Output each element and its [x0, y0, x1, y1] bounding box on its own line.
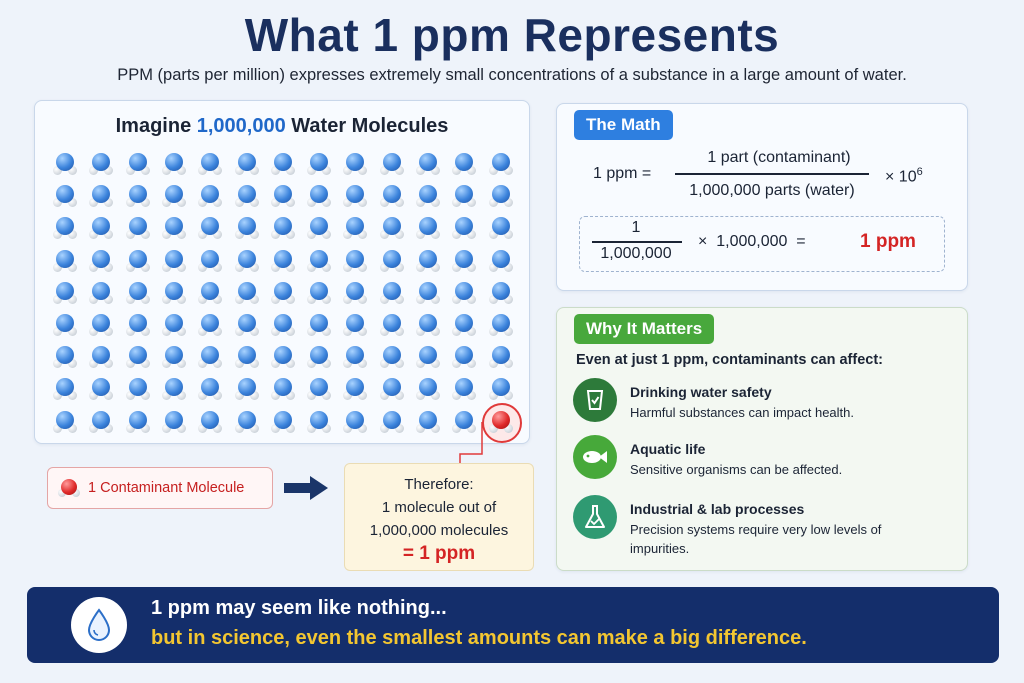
matters-item-desc-3: Precision systems require very low levels of impurities. [630, 522, 882, 556]
matters-panel [556, 307, 968, 571]
water-molecule [234, 183, 260, 209]
matters-item-title-3: Industrial & lab processes [630, 501, 805, 517]
therefore-line-2: 1,000,000 molecules [369, 522, 509, 539]
water-molecule [234, 248, 260, 274]
water-molecule [52, 376, 78, 402]
therefore-label: Therefore: [404, 476, 474, 493]
water-molecule [342, 280, 368, 306]
water-molecule [488, 151, 514, 177]
banner-line-2: but in science, even the smallest amounts can make a big difference. [151, 627, 807, 649]
water-molecule [52, 344, 78, 370]
water-molecule [379, 183, 405, 209]
eq1-fraction-bar [675, 173, 869, 175]
water-molecule [488, 215, 514, 241]
water-molecule [379, 151, 405, 177]
matters-item-desc-1: Harmful substances can impact health. [630, 405, 854, 420]
water-molecule [161, 312, 187, 338]
arrow-right-icon [284, 474, 330, 502]
water-molecule [306, 376, 332, 402]
water-molecule [488, 312, 514, 338]
water-molecule [451, 248, 477, 274]
water-molecule [52, 183, 78, 209]
water-molecule [379, 409, 405, 435]
water-molecule [342, 183, 368, 209]
math-tag: The Math [574, 110, 673, 140]
page-subtitle: PPM (parts per million) expresses extremely small concentrations of a substance in a large amount of water. [117, 66, 907, 84]
page-title: What 1 ppm Represents [244, 9, 780, 61]
water-molecule [342, 215, 368, 241]
water-molecule [88, 312, 114, 338]
water-molecule [379, 312, 405, 338]
water-molecule [306, 215, 332, 241]
eq2-numerator: 1 [631, 219, 641, 236]
water-molecule [415, 183, 441, 209]
water-molecule [342, 312, 368, 338]
water-molecule [125, 215, 151, 241]
water-molecule [379, 248, 405, 274]
grid-heading-prefix: Imagine [115, 115, 197, 137]
water-molecule [270, 151, 296, 177]
water-molecule [197, 376, 223, 402]
water-molecule [488, 280, 514, 306]
water-molecule [415, 312, 441, 338]
water-molecule [379, 376, 405, 402]
water-molecule [52, 248, 78, 274]
grid-heading-suffix: Water Molecules [285, 115, 449, 137]
contaminant-molecule-icon [58, 479, 80, 497]
water-molecule [342, 409, 368, 435]
water-molecule [125, 151, 151, 177]
water-molecule [88, 151, 114, 177]
water-molecule [306, 248, 332, 274]
water-molecule [197, 409, 223, 435]
water-molecule [234, 151, 260, 177]
contaminant-legend-label: 1 Contaminant Molecule [88, 480, 245, 496]
eq1-multiplier [885, 166, 923, 186]
water-molecule [52, 151, 78, 177]
water-molecule [88, 344, 114, 370]
water-molecule [197, 280, 223, 306]
water-molecule [161, 215, 187, 241]
water-molecule [270, 183, 296, 209]
water-molecule [306, 344, 332, 370]
water-molecule [161, 280, 187, 306]
water-molecule [234, 215, 260, 241]
eq2-fraction-bar [592, 241, 682, 243]
eq2-denominator: 1,000,000 [600, 245, 672, 262]
water-molecule [197, 151, 223, 177]
water-molecule [197, 312, 223, 338]
water-molecule [306, 409, 332, 435]
eq2-times: × 1,000,000 = [698, 233, 806, 250]
water-molecule [125, 409, 151, 435]
matters-item-title-1: Drinking water safety [630, 384, 772, 400]
matters-item-title-2: Aquatic life [630, 441, 706, 457]
matters-intro: Even at just 1 ppm, contaminants can affect: [576, 352, 883, 368]
eq2-result: 1 ppm [860, 231, 916, 252]
bottom-banner [27, 587, 999, 663]
water-molecule [270, 376, 296, 402]
grid-heading-number: 1,000,000 [196, 115, 286, 137]
drinking-glass-icon [573, 378, 617, 422]
water-molecule [379, 215, 405, 241]
water-molecule [451, 215, 477, 241]
water-molecule [88, 409, 114, 435]
water-molecule [234, 409, 260, 435]
water-molecule [342, 344, 368, 370]
fish-icon [573, 435, 617, 479]
contaminant-molecule [488, 409, 514, 435]
water-molecule [197, 248, 223, 274]
water-molecule [415, 376, 441, 402]
water-molecule [415, 151, 441, 177]
water-molecule [125, 344, 151, 370]
water-molecule [88, 215, 114, 241]
water-molecule [342, 151, 368, 177]
water-molecule [270, 409, 296, 435]
lab-flask-icon [573, 495, 617, 539]
eq2-box [579, 216, 945, 272]
water-molecule [234, 280, 260, 306]
water-molecule [197, 344, 223, 370]
water-molecule [161, 344, 187, 370]
water-molecule [306, 183, 332, 209]
eq1-lhs: 1 ppm = [593, 165, 652, 182]
water-molecule [270, 280, 296, 306]
contaminant-legend [47, 467, 273, 509]
eq1-exponent: 6 [916, 166, 923, 178]
water-molecule [451, 151, 477, 177]
water-molecule [379, 280, 405, 306]
water-molecule [52, 280, 78, 306]
water-molecule [88, 280, 114, 306]
water-molecule [88, 183, 114, 209]
water-molecule [415, 280, 441, 306]
water-molecule [270, 312, 296, 338]
math-panel [556, 103, 968, 291]
water-molecule [488, 248, 514, 274]
water-molecule [234, 312, 260, 338]
matters-tag: Why It Matters [574, 314, 714, 344]
water-molecule [161, 409, 187, 435]
water-molecule [451, 183, 477, 209]
water-molecule [306, 151, 332, 177]
water-molecule [270, 344, 296, 370]
water-molecule [488, 183, 514, 209]
water-molecule [415, 248, 441, 274]
therefore-box [344, 463, 534, 571]
water-molecule [415, 344, 441, 370]
water-molecule [52, 312, 78, 338]
water-drop-icon [71, 597, 127, 653]
therefore-line-1: 1 molecule out of [381, 499, 497, 516]
water-molecule [125, 248, 151, 274]
water-molecule [125, 312, 151, 338]
banner-line-1: 1 ppm may seem like nothing... [151, 597, 447, 619]
water-molecule [306, 280, 332, 306]
water-molecule [161, 376, 187, 402]
eq1-denominator: 1,000,000 parts (water) [689, 182, 855, 199]
water-molecule [379, 344, 405, 370]
water-molecule [161, 151, 187, 177]
water-molecule [451, 376, 477, 402]
water-molecule [88, 248, 114, 274]
water-molecule [488, 344, 514, 370]
water-molecule [415, 409, 441, 435]
water-molecule [488, 376, 514, 402]
water-molecule [451, 280, 477, 306]
water-molecule [125, 183, 151, 209]
water-molecule [88, 376, 114, 402]
eq1-numerator: 1 part (contaminant) [707, 149, 851, 166]
molecule-panel [34, 100, 530, 444]
molecule-grid [35, 101, 531, 445]
water-molecule [125, 280, 151, 306]
water-molecule [197, 215, 223, 241]
water-molecule [451, 312, 477, 338]
therefore-result: = 1 ppm [402, 543, 476, 564]
matters-item-desc-2: Sensitive organisms can be affected. [630, 462, 843, 477]
water-molecule [415, 215, 441, 241]
water-molecule [451, 344, 477, 370]
water-molecule [161, 183, 187, 209]
eq1-times: × 10 [885, 168, 917, 186]
water-molecule [306, 312, 332, 338]
water-molecule [342, 376, 368, 402]
water-molecule [234, 344, 260, 370]
water-molecule [161, 248, 187, 274]
water-molecule [234, 376, 260, 402]
water-molecule [125, 376, 151, 402]
water-molecule [52, 409, 78, 435]
water-molecule [270, 215, 296, 241]
water-molecule [270, 248, 296, 274]
water-molecule [197, 183, 223, 209]
water-molecule [52, 215, 78, 241]
water-molecule [342, 248, 368, 274]
